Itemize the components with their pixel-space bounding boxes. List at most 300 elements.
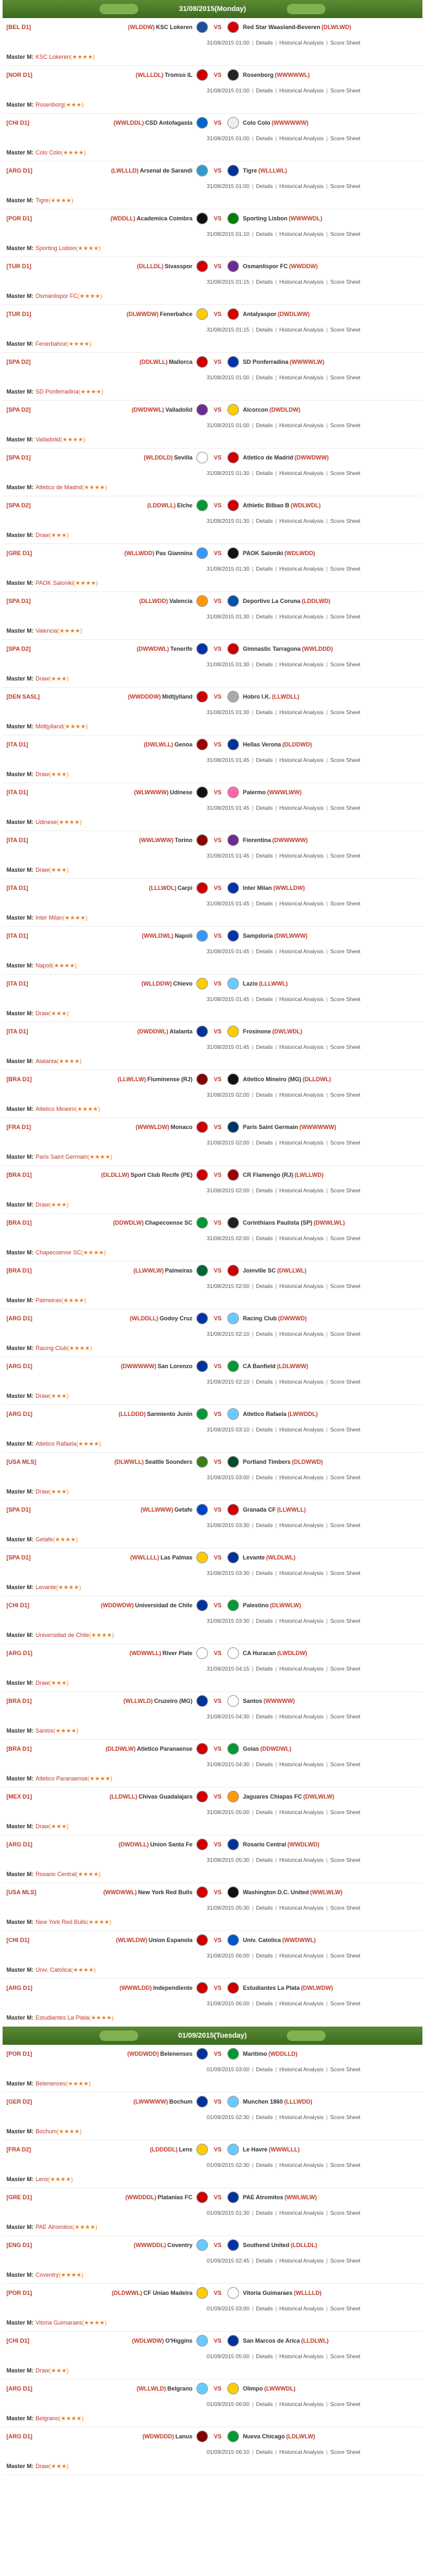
away-name[interactable]: Joinville SC — [243, 1267, 276, 1274]
score-sheet-link[interactable]: Score Sheet — [330, 2162, 361, 2168]
home-team[interactable] — [90, 1360, 212, 1372]
score-sheet-link[interactable]: Score Sheet — [330, 1044, 361, 1050]
away-team[interactable] — [223, 739, 422, 750]
home-team[interactable] — [90, 1026, 212, 1037]
history-link[interactable]: Historical Analysis — [279, 2449, 324, 2455]
home-team[interactable] — [90, 2287, 212, 2299]
details-link[interactable]: Details — [256, 1665, 273, 1672]
home-team[interactable] — [90, 1408, 212, 1420]
score-sheet-link[interactable]: Score Sheet — [330, 2210, 361, 2216]
home-name[interactable]: Valladolid — [165, 406, 192, 413]
away-team[interactable] — [223, 1456, 422, 1468]
home-team[interactable] — [90, 213, 212, 224]
league-tag[interactable]: [SPA D2] — [6, 406, 31, 413]
home-team[interactable] — [90, 595, 212, 607]
away-name[interactable]: Santos — [243, 1698, 263, 1704]
home-name[interactable]: Seattle Sounders — [145, 1459, 192, 1465]
home-team[interactable] — [90, 643, 212, 655]
home-name[interactable]: Monaco — [170, 1124, 192, 1130]
away-team[interactable] — [223, 452, 422, 463]
home-team[interactable] — [90, 1504, 212, 1515]
home-team[interactable] — [90, 787, 212, 798]
league-tag[interactable]: [BRA D1] — [6, 1219, 32, 1226]
home-team[interactable] — [90, 930, 212, 942]
details-link[interactable]: Details — [256, 2066, 273, 2073]
league-tag[interactable]: [ARG D1] — [6, 1315, 32, 1322]
home-team[interactable] — [90, 1121, 212, 1133]
details-link[interactable]: Details — [256, 1139, 273, 1146]
history-link[interactable]: Historical Analysis — [279, 1905, 324, 1911]
away-team[interactable] — [223, 356, 422, 368]
league-tag[interactable]: [POR D1] — [6, 215, 32, 222]
score-sheet-link[interactable]: Score Sheet — [330, 948, 361, 955]
league-tag[interactable]: [TUR D1] — [6, 311, 32, 317]
away-name[interactable]: PAOK Saloniki — [243, 550, 284, 556]
home-team[interactable] — [90, 117, 212, 129]
league-tag[interactable]: [ARG D1] — [6, 1985, 32, 1991]
home-name[interactable]: CF Uniao Madeira — [143, 2290, 192, 2296]
home-name[interactable]: Universidad de Chile — [134, 1602, 192, 1609]
league-tag[interactable]: [CHI D1] — [6, 1602, 30, 1609]
history-link[interactable]: Historical Analysis — [279, 2401, 324, 2407]
away-team[interactable] — [223, 1886, 422, 1898]
score-sheet-link[interactable]: Score Sheet — [330, 518, 361, 524]
score-sheet-link[interactable]: Score Sheet — [330, 709, 361, 715]
details-link[interactable]: Details — [256, 2257, 273, 2264]
home-name[interactable]: Coventry — [167, 2242, 192, 2248]
details-link[interactable]: Details — [256, 1809, 273, 1815]
home-name[interactable]: Valencia — [169, 598, 192, 604]
history-link[interactable]: Historical Analysis — [279, 2114, 324, 2120]
away-name[interactable]: Gimnastic Tarragona — [243, 646, 301, 652]
away-team[interactable] — [223, 1169, 422, 1181]
away-name[interactable]: CR Flamengo (RJ) — [243, 1172, 294, 1178]
details-link[interactable]: Details — [256, 422, 273, 428]
score-sheet-link[interactable]: Score Sheet — [330, 1378, 361, 1385]
away-team[interactable] — [223, 1121, 422, 1133]
score-sheet-link[interactable]: Score Sheet — [330, 1187, 361, 1194]
score-sheet-link[interactable]: Score Sheet — [330, 1618, 361, 1624]
score-sheet-link[interactable]: Score Sheet — [330, 2000, 361, 2007]
home-name[interactable]: Sport Club Recife (PE) — [130, 1172, 192, 1178]
history-link[interactable]: Historical Analysis — [279, 1952, 324, 1959]
league-tag[interactable]: [BRA D1] — [6, 1746, 32, 1752]
away-name[interactable]: Atletico Mineiro (MG) — [243, 1076, 302, 1082]
away-name[interactable]: Southend United — [243, 2242, 289, 2248]
history-link[interactable]: Historical Analysis — [279, 1331, 324, 1337]
league-tag[interactable]: [BRA D1] — [6, 1076, 32, 1082]
score-sheet-link[interactable]: Score Sheet — [330, 135, 361, 142]
history-link[interactable]: Historical Analysis — [279, 1044, 324, 1050]
home-team[interactable] — [90, 1695, 212, 1707]
details-link[interactable]: Details — [256, 2449, 273, 2455]
score-sheet-link[interactable]: Score Sheet — [330, 1713, 361, 1720]
history-link[interactable]: Historical Analysis — [279, 661, 324, 668]
away-team[interactable] — [223, 404, 422, 416]
home-name[interactable]: Getafe — [174, 1506, 192, 1513]
history-link[interactable]: Historical Analysis — [279, 2162, 324, 2168]
league-tag[interactable]: [TUR D1] — [6, 263, 32, 269]
history-link[interactable]: Historical Analysis — [279, 326, 324, 333]
home-name[interactable]: Union Santa Fe — [150, 1841, 192, 1848]
history-link[interactable]: Historical Analysis — [279, 1235, 324, 1241]
home-name[interactable]: Union Espanola — [148, 1937, 192, 1943]
score-sheet-link[interactable]: Score Sheet — [330, 2353, 361, 2360]
home-name[interactable]: Fenerbahce — [160, 311, 192, 317]
history-link[interactable]: Historical Analysis — [279, 757, 324, 763]
away-name[interactable]: San Marcos de Arica — [243, 2338, 300, 2344]
away-name[interactable]: Hellas Verona — [243, 741, 282, 748]
away-name[interactable]: Palestino — [243, 1602, 269, 1609]
home-team[interactable] — [90, 452, 212, 463]
score-sheet-link[interactable]: Score Sheet — [330, 422, 361, 428]
away-team[interactable] — [223, 1839, 422, 1850]
away-team[interactable] — [223, 834, 422, 846]
home-team[interactable] — [90, 1599, 212, 1611]
away-team[interactable] — [223, 1934, 422, 1946]
away-name[interactable]: Sampdoria — [243, 933, 273, 939]
home-team[interactable] — [90, 2048, 212, 2060]
history-link[interactable]: Historical Analysis — [279, 996, 324, 1002]
away-name[interactable]: SD Ponferradina — [243, 359, 289, 365]
history-link[interactable]: Historical Analysis — [279, 2353, 324, 2360]
details-link[interactable]: Details — [256, 1618, 273, 1624]
away-name[interactable]: Fiorentina — [243, 837, 271, 843]
home-team[interactable] — [90, 1647, 212, 1659]
score-sheet-link[interactable]: Score Sheet — [330, 2305, 361, 2312]
home-name[interactable]: Sivasspor — [164, 263, 192, 269]
away-team[interactable] — [223, 260, 422, 272]
score-sheet-link[interactable]: Score Sheet — [330, 1092, 361, 1098]
history-link[interactable]: Historical Analysis — [279, 39, 324, 46]
score-sheet-link[interactable]: Score Sheet — [330, 661, 361, 668]
away-team[interactable] — [223, 1217, 422, 1229]
home-name[interactable]: CSD Antofagasta — [145, 120, 192, 126]
away-team[interactable] — [223, 213, 422, 224]
home-name[interactable]: Lanus — [175, 2433, 192, 2440]
away-name[interactable]: CA Huracan — [243, 1650, 276, 1656]
home-name[interactable]: Lens — [178, 2146, 192, 2153]
home-team[interactable] — [90, 1934, 212, 1946]
league-tag[interactable]: [ARG D1] — [6, 1363, 32, 1369]
home-name[interactable]: Bochum — [169, 2098, 192, 2105]
history-link[interactable]: Historical Analysis — [279, 87, 324, 94]
league-tag[interactable]: [GRE D1] — [6, 550, 32, 556]
away-team[interactable] — [223, 930, 422, 942]
history-link[interactable]: Historical Analysis — [279, 2257, 324, 2264]
league-tag[interactable]: [BEL D1] — [6, 24, 31, 30]
score-sheet-link[interactable]: Score Sheet — [330, 231, 361, 237]
home-name[interactable]: Chivas Guadalajara — [138, 1793, 192, 1800]
away-team[interactable] — [223, 2048, 422, 2060]
details-link[interactable]: Details — [256, 1905, 273, 1911]
score-sheet-link[interactable]: Score Sheet — [330, 279, 361, 285]
away-name[interactable]: Palermo — [243, 789, 266, 796]
home-name[interactable]: Independiente — [152, 1985, 192, 1991]
score-sheet-link[interactable]: Score Sheet — [330, 1522, 361, 1528]
away-name[interactable]: Rosario Central — [243, 1841, 287, 1848]
home-team[interactable] — [90, 1313, 212, 1324]
home-team[interactable] — [90, 834, 212, 846]
away-team[interactable] — [223, 1504, 422, 1515]
away-team[interactable] — [223, 117, 422, 129]
away-name[interactable]: Goias — [243, 1746, 260, 1752]
away-team[interactable] — [223, 1743, 422, 1755]
home-name[interactable]: Belgrano — [167, 2385, 192, 2392]
details-link[interactable]: Details — [256, 183, 273, 189]
away-name[interactable]: Tigre — [243, 167, 257, 174]
history-link[interactable]: Historical Analysis — [279, 518, 324, 524]
home-team[interactable] — [90, 404, 212, 416]
home-team[interactable] — [90, 691, 212, 702]
score-sheet-link[interactable]: Score Sheet — [330, 326, 361, 333]
home-team[interactable] — [90, 356, 212, 368]
history-link[interactable]: Historical Analysis — [279, 231, 324, 237]
home-name[interactable]: KSC Lokeren — [156, 24, 192, 30]
home-name[interactable]: Tromso IL — [164, 72, 192, 78]
league-tag[interactable]: [BRA D1] — [6, 1267, 32, 1274]
details-link[interactable]: Details — [256, 709, 273, 715]
home-team[interactable] — [90, 739, 212, 750]
away-team[interactable] — [223, 2431, 422, 2442]
away-name[interactable]: Osmanlispor FC — [243, 263, 288, 269]
score-sheet-link[interactable]: Score Sheet — [330, 996, 361, 1002]
home-name[interactable]: Platanias FC — [157, 2194, 192, 2201]
away-name[interactable]: Jaguares Chiapas FC — [243, 1793, 302, 1800]
details-link[interactable]: Details — [256, 565, 273, 572]
history-link[interactable]: Historical Analysis — [279, 1713, 324, 1720]
details-link[interactable]: Details — [256, 87, 273, 94]
league-tag[interactable]: [POR D1] — [6, 2290, 32, 2296]
away-team[interactable] — [223, 69, 422, 81]
score-sheet-link[interactable]: Score Sheet — [330, 374, 361, 381]
away-name[interactable]: Vitoria Guimaraes — [243, 2290, 293, 2296]
history-link[interactable]: Historical Analysis — [279, 279, 324, 285]
score-sheet-link[interactable]: Score Sheet — [330, 183, 361, 189]
home-team[interactable] — [90, 69, 212, 81]
league-tag[interactable]: [MEX D1] — [6, 1793, 32, 1800]
score-sheet-link[interactable]: Score Sheet — [330, 2257, 361, 2264]
away-name[interactable]: Deportivo La Coruna — [243, 598, 301, 604]
details-link[interactable]: Details — [256, 1331, 273, 1337]
history-link[interactable]: Historical Analysis — [279, 613, 324, 620]
away-team[interactable] — [223, 2239, 422, 2251]
details-link[interactable]: Details — [256, 470, 273, 476]
away-name[interactable]: Portland Timbers — [243, 1459, 291, 1465]
score-sheet-link[interactable]: Score Sheet — [330, 2401, 361, 2407]
home-name[interactable]: Atalanta — [169, 1028, 192, 1035]
home-name[interactable]: Belenenses — [160, 2051, 192, 2057]
away-name[interactable]: Washington D.C. United — [243, 1889, 309, 1895]
home-name[interactable]: Carpi — [177, 885, 192, 891]
details-link[interactable]: Details — [256, 2401, 273, 2407]
score-sheet-link[interactable]: Score Sheet — [330, 1857, 361, 1863]
details-link[interactable]: Details — [256, 1474, 273, 1481]
away-name[interactable]: Athletic Bilbao B — [243, 502, 290, 509]
league-tag[interactable]: [FRA D2] — [6, 2146, 32, 2153]
league-tag[interactable]: [SPA D2] — [6, 359, 31, 365]
home-name[interactable]: River Plate — [162, 1650, 192, 1656]
league-tag[interactable]: [USA MLS] — [6, 1459, 37, 1465]
score-sheet-link[interactable]: Score Sheet — [330, 1283, 361, 1289]
history-link[interactable]: Historical Analysis — [279, 805, 324, 811]
league-tag[interactable]: [ARG D1] — [6, 167, 32, 174]
home-name[interactable]: Sevilla — [174, 454, 192, 461]
home-team[interactable] — [90, 1791, 212, 1802]
details-link[interactable]: Details — [256, 2162, 273, 2168]
home-team[interactable] — [90, 1743, 212, 1755]
details-link[interactable]: Details — [256, 996, 273, 1002]
league-tag[interactable]: [SPA D1] — [6, 1554, 31, 1561]
score-sheet-link[interactable]: Score Sheet — [330, 613, 361, 620]
details-link[interactable]: Details — [256, 1092, 273, 1098]
league-tag[interactable]: [ARG D1] — [6, 2433, 32, 2440]
league-tag[interactable]: [ARG D1] — [6, 1650, 32, 1656]
away-team[interactable] — [223, 1408, 422, 1420]
home-team[interactable] — [90, 1265, 212, 1276]
league-tag[interactable]: [SPA D1] — [6, 1506, 31, 1513]
history-link[interactable]: Historical Analysis — [279, 374, 324, 381]
away-name[interactable]: Hobro I.K. — [243, 693, 271, 700]
details-link[interactable]: Details — [256, 279, 273, 285]
home-name[interactable]: Palmeiras — [165, 1267, 192, 1274]
away-team[interactable] — [223, 1026, 422, 1037]
details-link[interactable]: Details — [256, 2210, 273, 2216]
details-link[interactable]: Details — [256, 2353, 273, 2360]
home-team[interactable] — [90, 165, 212, 176]
home-name[interactable]: Atletico Paranaense — [136, 1746, 192, 1752]
score-sheet-link[interactable]: Score Sheet — [330, 565, 361, 572]
away-team[interactable] — [223, 2287, 422, 2299]
league-tag[interactable]: [NOR D1] — [6, 72, 32, 78]
history-link[interactable]: Historical Analysis — [279, 2000, 324, 2007]
home-name[interactable]: Chievo — [172, 980, 192, 987]
away-team[interactable] — [223, 308, 422, 320]
league-tag[interactable]: [USA MLS] — [6, 1889, 37, 1895]
away-name[interactable]: Paris Saint Germain — [243, 1124, 298, 1130]
league-tag[interactable]: [GER D2] — [6, 2098, 32, 2105]
away-team[interactable] — [223, 1265, 422, 1276]
away-name[interactable]: Colo Colo — [243, 120, 271, 126]
home-team[interactable] — [90, 1982, 212, 1994]
details-link[interactable]: Details — [256, 39, 273, 46]
away-name[interactable]: Granada CF — [243, 1506, 276, 1513]
details-link[interactable]: Details — [256, 135, 273, 142]
score-sheet-link[interactable]: Score Sheet — [330, 1761, 361, 1768]
history-link[interactable]: Historical Analysis — [279, 2066, 324, 2073]
home-name[interactable]: San Lorenzo — [157, 1363, 192, 1369]
score-sheet-link[interactable]: Score Sheet — [330, 1665, 361, 1672]
away-name[interactable]: Levante — [243, 1554, 265, 1561]
home-name[interactable]: Arsenal de Sarandi — [140, 167, 192, 174]
details-link[interactable]: Details — [256, 326, 273, 333]
history-link[interactable]: Historical Analysis — [279, 2305, 324, 2312]
league-tag[interactable]: [ARG D1] — [6, 1411, 32, 1417]
details-link[interactable]: Details — [256, 1378, 273, 1385]
league-tag[interactable]: [BRA D1] — [6, 1698, 32, 1704]
home-name[interactable]: Torino — [174, 837, 192, 843]
score-sheet-link[interactable]: Score Sheet — [330, 2114, 361, 2120]
history-link[interactable]: Historical Analysis — [279, 1092, 324, 1098]
away-name[interactable]: Red Star Waasland-Beveren — [243, 24, 320, 30]
score-sheet-link[interactable]: Score Sheet — [330, 39, 361, 46]
details-link[interactable]: Details — [256, 1426, 273, 1433]
home-name[interactable]: Elche — [176, 502, 192, 509]
details-link[interactable]: Details — [256, 2000, 273, 2007]
home-name[interactable]: Udinese — [169, 789, 192, 796]
away-team[interactable] — [223, 2144, 422, 2155]
history-link[interactable]: Historical Analysis — [279, 135, 324, 142]
home-team[interactable] — [90, 2239, 212, 2251]
away-name[interactable]: Corinthians Paulista (SP) — [243, 1219, 313, 1226]
away-team[interactable] — [223, 2191, 422, 2203]
away-name[interactable]: Sporting Lisbon — [243, 215, 287, 222]
score-sheet-link[interactable]: Score Sheet — [330, 1426, 361, 1433]
score-sheet-link[interactable]: Score Sheet — [330, 470, 361, 476]
home-name[interactable]: Napoli — [174, 933, 192, 939]
away-name[interactable]: Lazio — [243, 980, 258, 987]
home-team[interactable] — [90, 1217, 212, 1229]
home-name[interactable]: Midtjylland — [162, 693, 192, 700]
league-tag[interactable]: [ARG D1] — [6, 2385, 32, 2392]
history-link[interactable]: Historical Analysis — [279, 1378, 324, 1385]
score-sheet-link[interactable]: Score Sheet — [330, 757, 361, 763]
score-sheet-link[interactable]: Score Sheet — [330, 1905, 361, 1911]
home-team[interactable] — [90, 2383, 212, 2394]
details-link[interactable]: Details — [256, 518, 273, 524]
away-team[interactable] — [223, 787, 422, 798]
history-link[interactable]: Historical Analysis — [279, 422, 324, 428]
details-link[interactable]: Details — [256, 1857, 273, 1863]
away-name[interactable]: Antalyaspor — [243, 311, 277, 317]
history-link[interactable]: Historical Analysis — [279, 1283, 324, 1289]
home-name[interactable]: Fluminense (RJ) — [147, 1076, 192, 1082]
league-tag[interactable]: [POR D1] — [6, 2051, 32, 2057]
history-link[interactable]: Historical Analysis — [279, 1522, 324, 1528]
home-name[interactable]: Pas Giannina — [155, 550, 192, 556]
league-tag[interactable]: [SPA D2] — [6, 502, 31, 509]
home-name[interactable]: Godoy Cruz — [160, 1315, 192, 1322]
league-tag[interactable]: [ITA D1] — [6, 741, 28, 748]
details-link[interactable]: Details — [256, 1187, 273, 1194]
away-team[interactable] — [223, 643, 422, 655]
away-name[interactable]: Atletico Rafaela — [243, 1411, 287, 1417]
league-tag[interactable]: [FRA D1] — [6, 1124, 32, 1130]
details-link[interactable]: Details — [256, 1522, 273, 1528]
away-team[interactable] — [223, 1073, 422, 1085]
league-tag[interactable]: [GRE D1] — [6, 2194, 32, 2201]
away-team[interactable] — [223, 882, 422, 894]
league-tag[interactable]: [SPA D1] — [6, 454, 31, 461]
score-sheet-link[interactable]: Score Sheet — [330, 2066, 361, 2073]
away-team[interactable] — [223, 1599, 422, 1611]
history-link[interactable]: Historical Analysis — [279, 470, 324, 476]
home-team[interactable] — [90, 500, 212, 511]
home-name[interactable]: Mallorca — [169, 359, 192, 365]
home-name[interactable]: Chapecoense SC — [145, 1219, 192, 1226]
away-team[interactable] — [223, 547, 422, 559]
score-sheet-link[interactable]: Score Sheet — [330, 1952, 361, 1959]
home-team[interactable] — [90, 978, 212, 989]
away-name[interactable]: PAE Atromitos — [243, 2194, 284, 2201]
history-link[interactable]: Historical Analysis — [279, 1761, 324, 1768]
league-tag[interactable]: [SPA D1] — [6, 598, 31, 604]
home-name[interactable]: New York Red Bulls — [138, 1889, 192, 1895]
away-name[interactable]: Atletico de Madrid — [243, 454, 294, 461]
league-tag[interactable]: [DEN SASL] — [6, 693, 40, 700]
league-tag[interactable]: [CHI D1] — [6, 2338, 30, 2344]
away-name[interactable]: Frosinone — [243, 1028, 271, 1035]
